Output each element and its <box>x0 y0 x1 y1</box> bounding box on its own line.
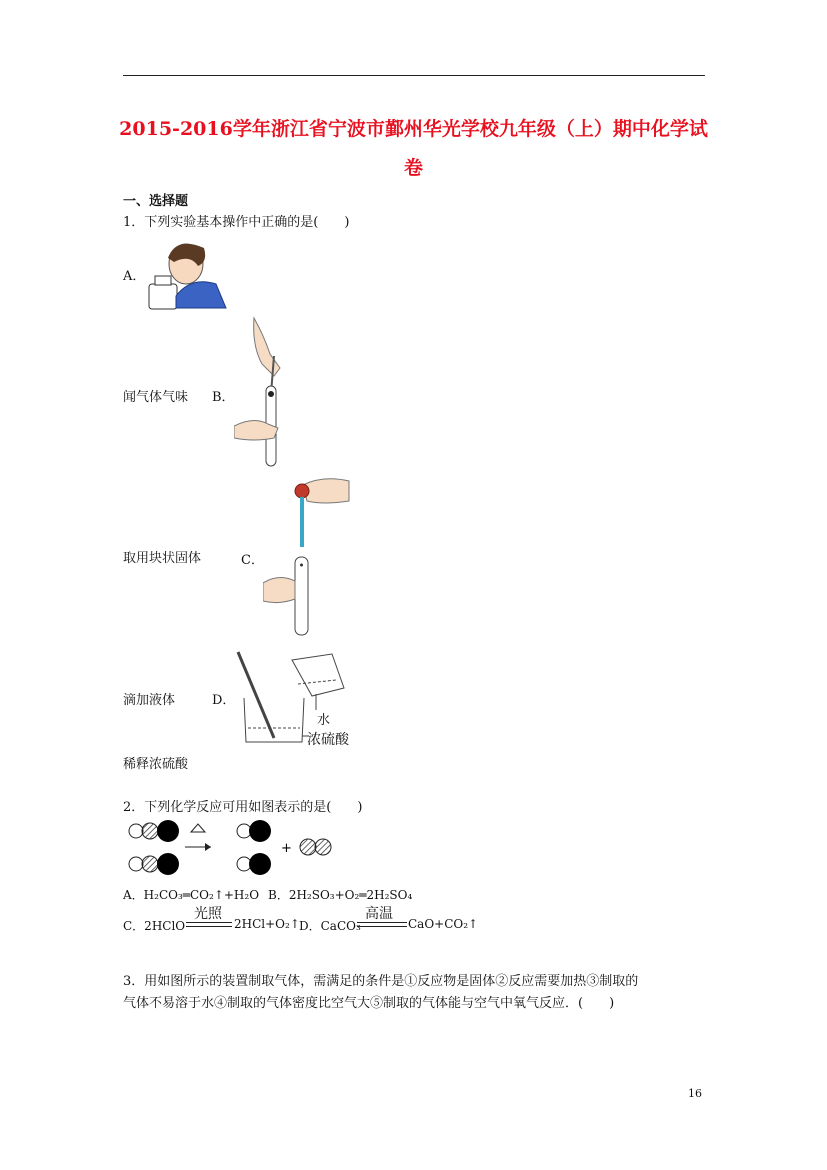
title-line-2: 卷 <box>403 157 423 179</box>
q2-option-c-left: C．2HClO <box>123 919 186 933</box>
water-label: 水 <box>317 713 331 728</box>
q1-stem: 1．下列实验基本操作中正确的是( ) <box>123 215 350 230</box>
solid-sampling-illustration <box>234 316 294 471</box>
q2-option-b: B．2H₂SO₃+O₂═2H₂SO₄ <box>268 888 413 902</box>
q2-option-c-right: 2HCl+O₂↑ <box>234 917 300 931</box>
q1-option-d-caption: 稀释浓硫酸 <box>123 757 189 772</box>
q2-option-d-left: D．CaCO₃ <box>299 919 361 933</box>
q3-line-2: 气体不易溶于水④制取的气体密度比空气大⑤制取的气体能与空气中氧气反应．( ) <box>123 996 615 1011</box>
q2-option-a: A．H₂CO₃═CO₂↑+H₂O <box>123 888 260 902</box>
svg-text:+: + <box>281 841 292 856</box>
q1-option-c-caption: 滴加液体 <box>123 693 176 708</box>
section-heading: 一、选择题 <box>123 194 189 209</box>
smelling-gas-illustration <box>146 236 228 312</box>
q3-line-1: 3．用如图所示的装置制取气体，需满足的条件是①反应物是固体②反应需要加热③制取的 <box>123 974 639 989</box>
q1-option-b-caption: 取用块状固体 <box>123 551 202 566</box>
q2-stem: 2．下列化学反应可用如图表示的是( ) <box>123 800 363 815</box>
q2-option-d-equals <box>357 922 407 927</box>
concentrated-acid-label: 浓硫酸 <box>307 732 349 748</box>
q1-option-a-caption: 闻气体气味 <box>123 390 189 405</box>
q2-option-d-right: CaO+CO₂↑ <box>408 917 479 931</box>
q1-option-d-label: D． <box>212 693 236 708</box>
q2-option-c-condition: 光照 <box>194 906 222 922</box>
q1-option-b-label: B． <box>212 390 235 405</box>
reaction-diagram <box>123 814 338 882</box>
q2-option-c-equals <box>186 922 232 927</box>
dropping-liquid-illustration <box>263 475 353 640</box>
q2-option-d-condition: 高温 <box>365 906 393 922</box>
page-number: 16 <box>688 1087 702 1100</box>
header-rule <box>123 75 705 76</box>
q1-option-c-label: C． <box>241 553 264 568</box>
title-line-1: 2015-2016学年浙江省宁波市鄞州华光学校九年级（上）期中化学试 <box>119 118 708 140</box>
q1-option-a-label: A． <box>123 269 146 284</box>
